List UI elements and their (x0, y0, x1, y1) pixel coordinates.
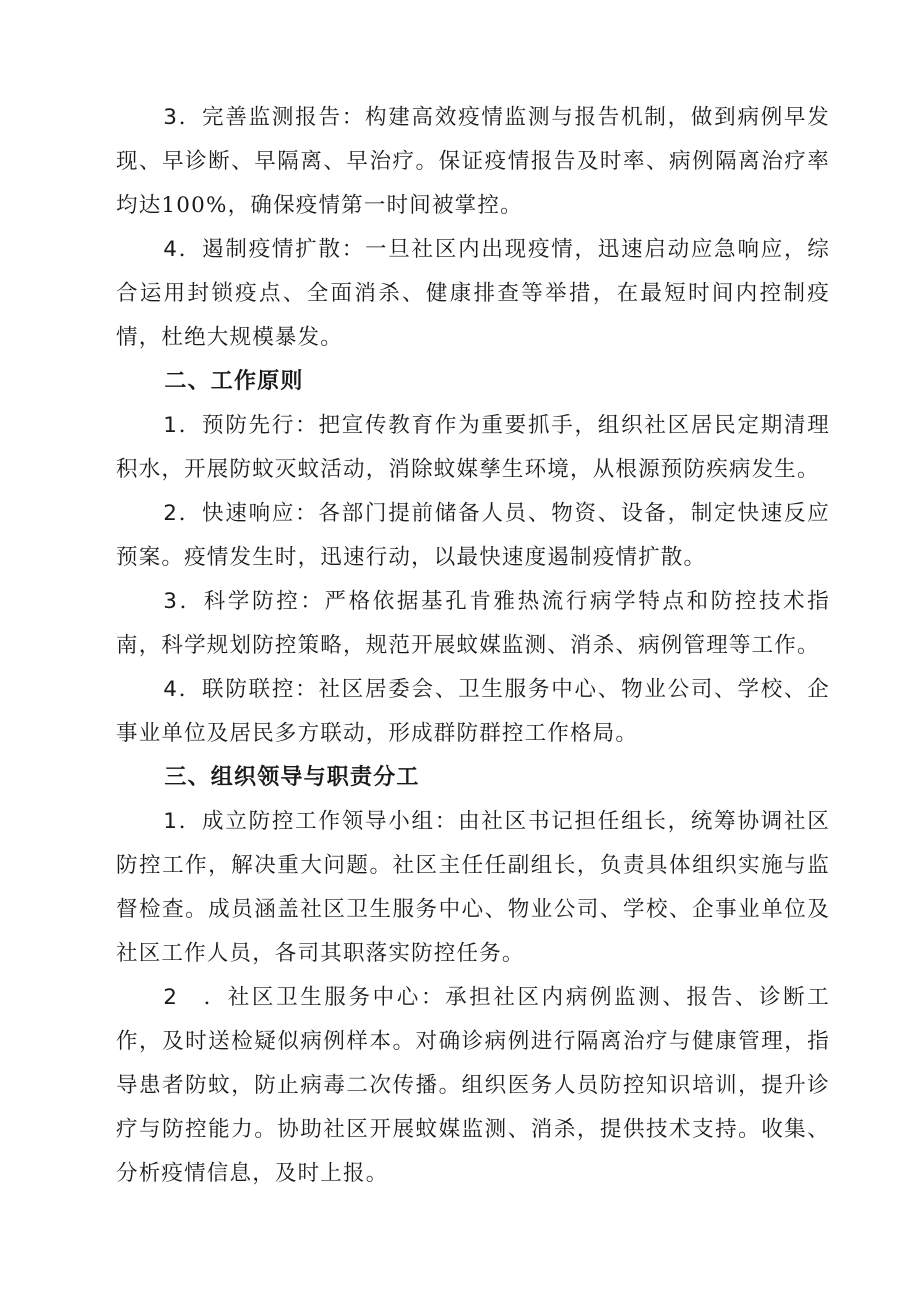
item-number: 4 (163, 677, 179, 702)
item-separator: ． (178, 237, 203, 262)
list-item (116, 800, 830, 976)
item-number: 3 (163, 105, 179, 130)
item-separator: ． (202, 985, 228, 1010)
item-separator: ． (178, 809, 203, 834)
item-number: 1 (163, 809, 179, 834)
item-separator: ． (178, 589, 204, 614)
item-text: 快速响应：各部门提前储备人员、物资、设备，制定快速反应预案。疫情发生时，迅速行动，以最快速度遏制疫情扩散。 (116, 501, 830, 570)
item-number: 2 (163, 985, 179, 1010)
list-item (116, 228, 830, 360)
list-item (116, 404, 830, 492)
item-number: 3 (163, 589, 179, 614)
item-separator: ． (178, 677, 203, 702)
section-heading-organization: 三、组织领导与职责分工 (164, 765, 420, 790)
list-item (116, 492, 830, 580)
item-text: 科学防控：严格依据基孔肯雅热流行病学特点和防控技术指南，科学规划防控策略，规范开展蚊媒监测、消杀、病例管理等工作。 (116, 589, 831, 658)
item-text: 遏制疫情扩散：一旦社区内出现疫情，迅速启动应急响应，综合运用封锁疫点、全面消杀、健康排查等举措，在最短时间内控制疫情，杜绝大规模暴发。 (116, 237, 830, 350)
item-separator: ． (178, 413, 203, 438)
list-item (116, 580, 830, 668)
item-text: 预防先行：把宣传教育作为重要抓手，组织社区居民定期清理积水，开展防蚊灭蚊活动，消除蚊媒孳生环境，从根源预防疾病发生。 (116, 413, 830, 482)
list-item (116, 668, 830, 756)
item-text: 社区卫生服务中心：承担社区内病例监测、报告、诊断工作，及时送检疑似病例样本。对确诊病例进行隔离治疗与健康管理，指导患者防蚊，防止病毒二次传播。组织医务人员防控知识培训，提升诊疗与防控能力。协助社区开展蚊媒监测、消杀，提供技术支持。收集、分析疫情信息，及时上报。 (116, 985, 830, 1186)
item-number: 1 (163, 413, 179, 438)
item-text: 完善监测报告：构建高效疫情监测与报告机制，做到病例早发现、早诊断、早隔离、早治疗。保证疫情报告及时率、病例隔离治疗率均达100%，确保疫情第一时间被掌控。 (116, 105, 830, 218)
section-heading-principles: 二、工作原则 (164, 369, 304, 394)
list-item (116, 976, 830, 1196)
item-number: 4 (163, 237, 179, 262)
item-separator: ． (178, 105, 203, 130)
item-number: 2 (163, 501, 179, 526)
item-separator: ． (178, 501, 203, 526)
item-text: 联防联控：社区居委会、卫生服务中心、物业公司、学校、企事业单位及居民多方联动，形成群防群控工作格局。 (116, 677, 830, 746)
item-text: 成立防控工作领导小组：由社区书记担任组长，统筹协调社区防控工作，解决重大问题。社区主任任副组长，负责具体组织实施与监督检查。成员涵盖社区卫生服务中心、物业公司、学校、企事业单位及社区工作人员，各司其职落实防控任务。 (116, 809, 830, 966)
list-item (116, 96, 830, 228)
